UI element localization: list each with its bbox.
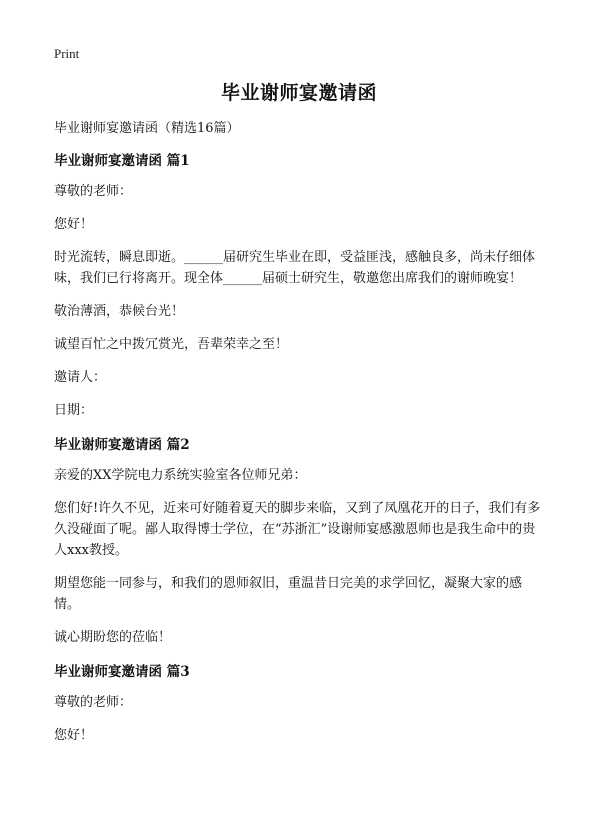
greeting: 您好！ <box>54 217 94 232</box>
section-heading: 毕业谢师宴邀请函 篇3 <box>54 664 190 680</box>
body-paragraph: 期望您能一同参与，和我们的恩师叙旧，重温昔日完美的求学回忆，凝聚大家的感情。 <box>54 576 523 612</box>
greeting: 您好！ <box>54 728 94 743</box>
inviter-line: 邀请人： <box>54 370 107 385</box>
print-link[interactable]: Print <box>54 46 80 61</box>
body-paragraph: 您们好!许久不见，近来可好随着夏天的脚步来临，又到了凤凰花开的日子，我们有多久没碰面了呢。鄙人取得博士学位，在“苏浙汇”设谢师宴感激恩师也是我生命中的贵人xxx教授。 <box>54 501 541 558</box>
salutation: 亲爱的XX学院电力系统实验室各位师兄弟： <box>54 468 307 483</box>
salutation: 尊敬的老师： <box>54 695 133 710</box>
page-title: 毕业谢师宴邀请函 <box>220 82 377 104</box>
body-paragraph: 时光流转，瞬息即逝。______届研究生毕业在即，受益匪浅，感触良多，尚未仔细体味，我们已行将离开。现全体______届硕士研究生，敬邀您出席我们的谢师晚宴！ <box>54 250 536 286</box>
section-2 <box>54 433 544 648</box>
salutation: 尊敬的老师： <box>54 184 133 199</box>
document-subtitle: 毕业谢师宴邀请函（精选16篇） <box>54 121 240 136</box>
section-heading: 毕业谢师宴邀请函 篇1 <box>54 153 190 169</box>
date-line: 日期： <box>54 403 94 418</box>
closing-line: 诚心期盼您的莅临！ <box>54 630 172 645</box>
section-1 <box>54 149 544 421</box>
section-3 <box>54 660 544 746</box>
body-paragraph: 诚望百忙之中拨冗赏光，吾辈荣幸之至！ <box>54 337 289 352</box>
section-heading: 毕业谢师宴邀请函 篇2 <box>54 437 190 453</box>
body-paragraph: 敬治薄酒，恭候台光！ <box>54 304 185 319</box>
